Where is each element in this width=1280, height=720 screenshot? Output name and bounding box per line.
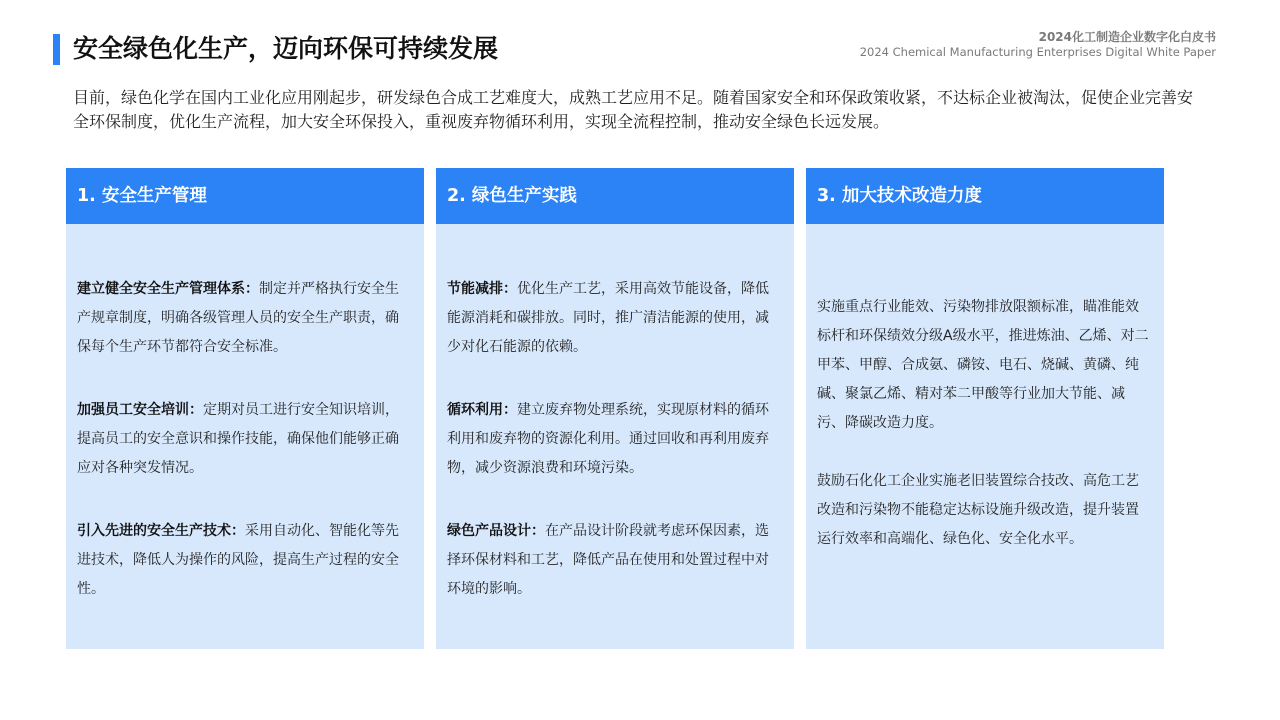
card-tech-upgrade xyxy=(806,168,1164,649)
paragraph-heading: 建立健全安全生产管理体系： xyxy=(77,281,259,297)
page-title: 安全绿色化生产，迈向环保可持续发展 xyxy=(73,34,499,63)
paragraph-text: 建立废弃物处理系统，实现原材料的循环利用和废弃物的资源化利用。通过回收和再利用废弃物，减少资源浪费和环境污染。 xyxy=(447,402,769,476)
paragraph-heading: 加强员工安全培训： xyxy=(77,402,203,418)
card-paragraph xyxy=(77,275,412,362)
paragraph-heading: 引入先进的安全生产技术： xyxy=(77,523,245,539)
card-paragraph: 鼓励石化化工企业实施老旧装置综合技改、高危工艺改造和污染物不能稳定达标设施升级改造，提升装置运行效率和高端化、绿色化、安全化水平。 xyxy=(817,473,1139,547)
card-paragraph xyxy=(447,275,782,362)
paragraph-text: 采用自动化、智能化等先进技术，降低人为操作的风险，提高生产过程的安全性。 xyxy=(77,523,399,597)
card-title: 2. 绿色生产实践 xyxy=(436,168,794,224)
card-body xyxy=(447,275,782,604)
card-title: 1. 安全生产管理 xyxy=(66,168,424,224)
intro-paragraph: 目前，绿色化学在国内工业化应用刚起步，研发绿色合成工艺难度大，成熟工艺应用不足。随着国家安全和环保政策收紧，不达标企业被淘汰，促使企业完善安全环保制度，优化生产流程，加大安全环保投入，重视废弃物循环利用，实现全流程控制，推动安全绿色长远发展。 xyxy=(73,88,1194,131)
paragraph-heading: 节能减排： xyxy=(447,281,517,297)
title-accent-bar xyxy=(53,34,60,65)
paragraph-text: 定期对员工进行安全知识培训，提高员工的安全意识和操作技能，确保他们能够正确应对各种突发情况。 xyxy=(77,402,399,476)
paragraph-heading: 循环利用： xyxy=(447,402,517,418)
card-body xyxy=(77,275,412,604)
paragraph-heading: 绿色产品设计： xyxy=(447,523,545,539)
paragraph-text: 优化生产工艺，采用高效节能设备，降低能源消耗和碳排放。同时，推广清洁能源的使用，减少对化石能源的依赖。 xyxy=(447,281,769,355)
card-paragraph xyxy=(447,517,782,604)
card-paragraph xyxy=(77,396,412,483)
card-body xyxy=(817,293,1152,554)
card-paragraph xyxy=(447,396,782,483)
paragraph-text: 制定并严格执行安全生产规章制度，明确各级管理人员的安全生产职责，确保每个生产环节都符合安全标准。 xyxy=(77,281,399,355)
card-paragraph xyxy=(77,517,412,604)
paragraph-text: 在产品设计阶段就考虑环保因素，选择环保材料和工艺，降低产品在使用和处置过程中对环境的影响。 xyxy=(447,523,769,597)
report-title-cn: 2024化工制造企业数字化白皮书 xyxy=(1038,30,1216,44)
card-green-production xyxy=(436,168,794,649)
card-paragraph: 实施重点行业能效、污染物排放限额标准，瞄准能效标杆和环保绩效分级A级水平，推进炼油、乙烯、对二甲苯、甲醇、合成氨、磷铵、电石、烧碱、黄磷、纯碱、聚氯乙烯、精对苯二甲酸等行业加大节能、减污、降碳改造力度。 xyxy=(817,299,1149,431)
report-title-en: 2024 Chemical Manufacturing Enterprises Digital White Paper xyxy=(859,45,1216,59)
card-title: 3. 加大技术改造力度 xyxy=(806,168,1164,224)
card-safety-management xyxy=(66,168,424,649)
